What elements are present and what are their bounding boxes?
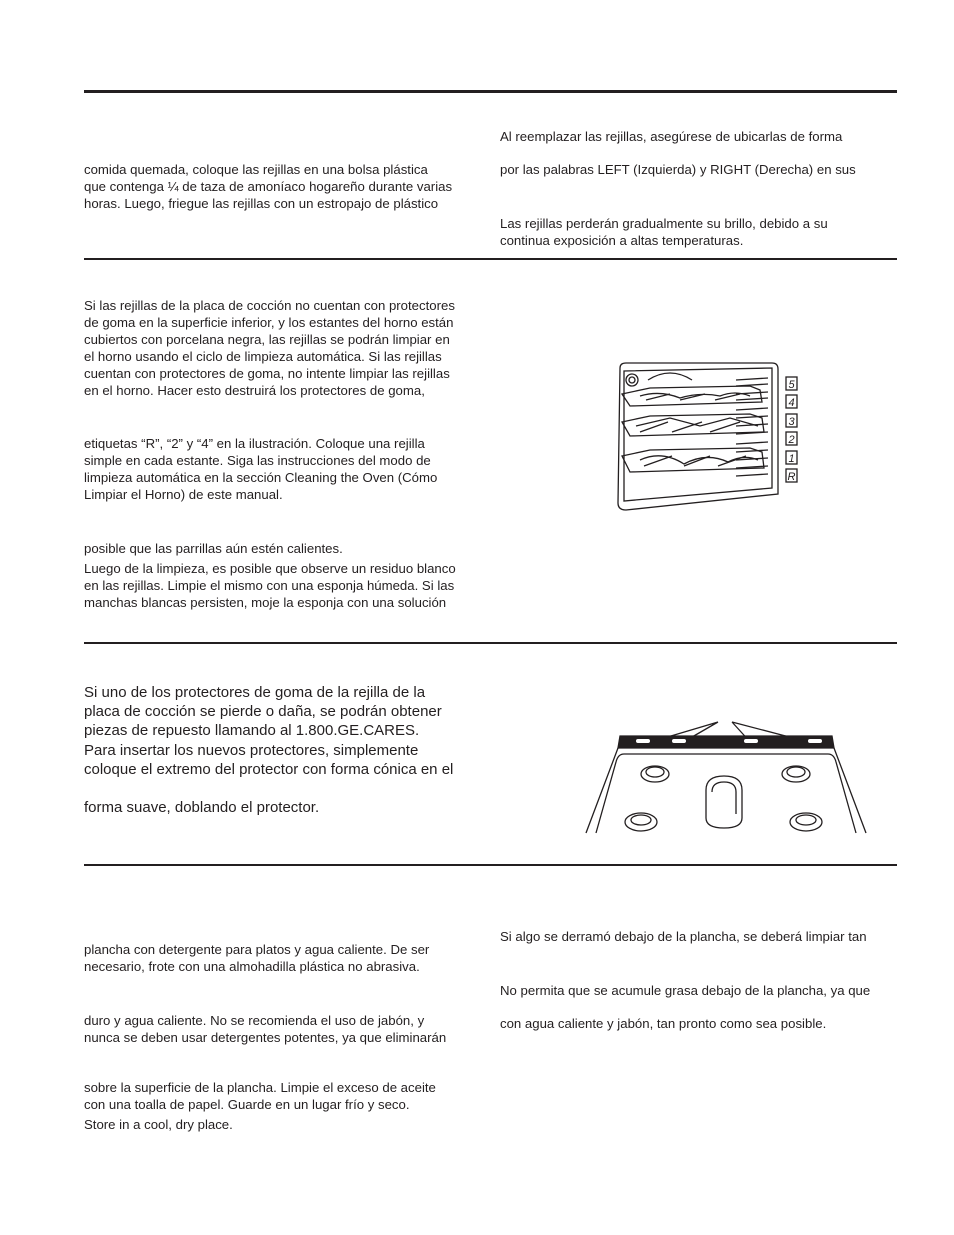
rack-label: 2 xyxy=(788,434,795,446)
text-line: Si algo se derramó debajo de la plancha, se deberá limpiar tan xyxy=(500,929,867,944)
griddle-spill-paragraph xyxy=(500,928,867,945)
self-clean-paragraph-4 xyxy=(84,560,456,611)
text-line: Las rejillas perderán gradualmente su brillo, debido a su xyxy=(500,216,828,231)
rack-label: 1 xyxy=(788,453,795,465)
text-line: posible que las parrillas aún estén calientes. xyxy=(84,541,343,556)
text-line: Si las rejillas de la placa de cocción no cuentan con protectores xyxy=(84,298,455,313)
text-line: plancha con detergente para platos y agua caliente. De ser xyxy=(84,942,430,957)
griddle-scrub-paragraph xyxy=(84,1012,446,1046)
text-line: cubiertos con porcelana negra, las rejillas se podrán limpiar en xyxy=(84,332,450,347)
text-line: manchas blancas persisten, moje la esponja con una solución xyxy=(84,595,447,610)
text-line: Para insertar los nuevos protectores, simplemente xyxy=(84,742,419,759)
grates-cleaning-paragraph xyxy=(84,161,452,212)
section-divider-self-clean xyxy=(84,258,897,260)
text-line: piezas de repuesto llamando al 1.800.GE.CARES. xyxy=(84,722,420,739)
text-line: duro y agua caliente. No se recomienda el uso de jabón, y xyxy=(84,1013,425,1028)
text-line: forma suave, doblando el protector. xyxy=(84,799,320,816)
griddle-wash-paragraph xyxy=(84,941,429,975)
grates-luster-paragraph xyxy=(500,215,828,249)
text-line: con agua caliente y jabón, tan pronto como sea posible. xyxy=(500,1016,827,1031)
cooktop-bumpers-illustration xyxy=(584,718,869,836)
text-line: Al reemplazar las rejillas, asegúrese de ubicarlas de forma xyxy=(500,129,843,144)
self-clean-paragraph-1 xyxy=(84,297,455,399)
bumpers-paragraph-1 xyxy=(84,683,442,740)
self-clean-paragraph-2 xyxy=(84,435,437,503)
rack-label: 5 xyxy=(788,379,795,391)
rack-label: R xyxy=(787,471,796,483)
text-line: Store in a cool, dry place. xyxy=(84,1117,233,1132)
text-line: placa de cocción se pierde o daña, se podrán obtener xyxy=(84,703,442,720)
text-line: horas. Luego, friegue las rejillas con un estropajo de plástico xyxy=(84,196,439,211)
text-line: Luego de la limpieza, es posible que observe un residuo blanco xyxy=(84,561,456,576)
text-line: coloque el extremo del protector con forma cónica en el xyxy=(84,761,454,778)
griddle-oil-paragraph xyxy=(84,1079,436,1113)
text-line: cuentan con protectores de goma, no intente limpiar las rejillas xyxy=(84,366,450,381)
oven-racks-illustration xyxy=(610,360,815,515)
text-line: necesario, frote con una almohadilla plástica no abrasiva. xyxy=(84,959,420,974)
text-line: limpieza automática en la sección Cleaning the Oven (Cómo xyxy=(84,470,438,485)
griddle-soap-paragraph xyxy=(500,1015,826,1032)
text-line: comida quemada, coloque las rejillas en una bolsa plástica xyxy=(84,162,428,177)
text-line: en las rejillas. Limpie el mismo con una esponja húmeda. Si las xyxy=(84,578,455,593)
section-divider-griddle xyxy=(84,864,897,866)
text-line: en el horno. Hacer esto destruirá los protectores de goma, xyxy=(84,383,425,398)
rack-label: 3 xyxy=(788,416,795,428)
self-clean-paragraph-3 xyxy=(84,540,343,557)
bumpers-paragraph-2 xyxy=(84,741,453,779)
bumpers-paragraph-3 xyxy=(84,798,319,817)
text-line: sobre la superficie de la plancha. Limpie el exceso de aceite xyxy=(84,1080,436,1095)
text-line: por las palabras LEFT (Izquierda) y RIGHT (Derecha) en sus xyxy=(500,162,856,177)
text-line: el horno usando el ciclo de limpieza automática. Si las rejillas xyxy=(84,349,442,364)
text-line: de goma en la superficie inferior, y los estantes del horno están xyxy=(84,315,454,330)
section-divider-top xyxy=(84,90,897,93)
grates-left-right-paragraph xyxy=(500,161,856,178)
text-line: Limpiar el Horno) de este manual. xyxy=(84,487,283,502)
rack-label: 4 xyxy=(788,397,795,409)
griddle-grease-paragraph xyxy=(500,982,870,999)
text-line: que contenga ¼ de taza de amoníaco hogareño durante varias xyxy=(84,179,453,194)
text-line: continua exposición a altas temperaturas. xyxy=(500,233,744,248)
text-line: etiquetas “R”, “2” y “4” en la ilustración. Coloque una rejilla xyxy=(84,436,425,451)
text-line: Si uno de los protectores de goma de la rejilla de la xyxy=(84,684,426,701)
section-divider-bumpers xyxy=(84,642,897,644)
text-line: simple en cada estante. Siga las instrucciones del modo de xyxy=(84,453,431,468)
griddle-store-paragraph xyxy=(84,1116,233,1133)
text-line: con una toalla de papel. Guarde en un lugar frío y seco. xyxy=(84,1097,410,1112)
text-line: nunca se deben usar detergentes potentes, ya que eliminarán xyxy=(84,1030,447,1045)
text-line: No permita que se acumule grasa debajo de la plancha, ya que xyxy=(500,983,871,998)
grates-replace-paragraph xyxy=(500,128,842,145)
